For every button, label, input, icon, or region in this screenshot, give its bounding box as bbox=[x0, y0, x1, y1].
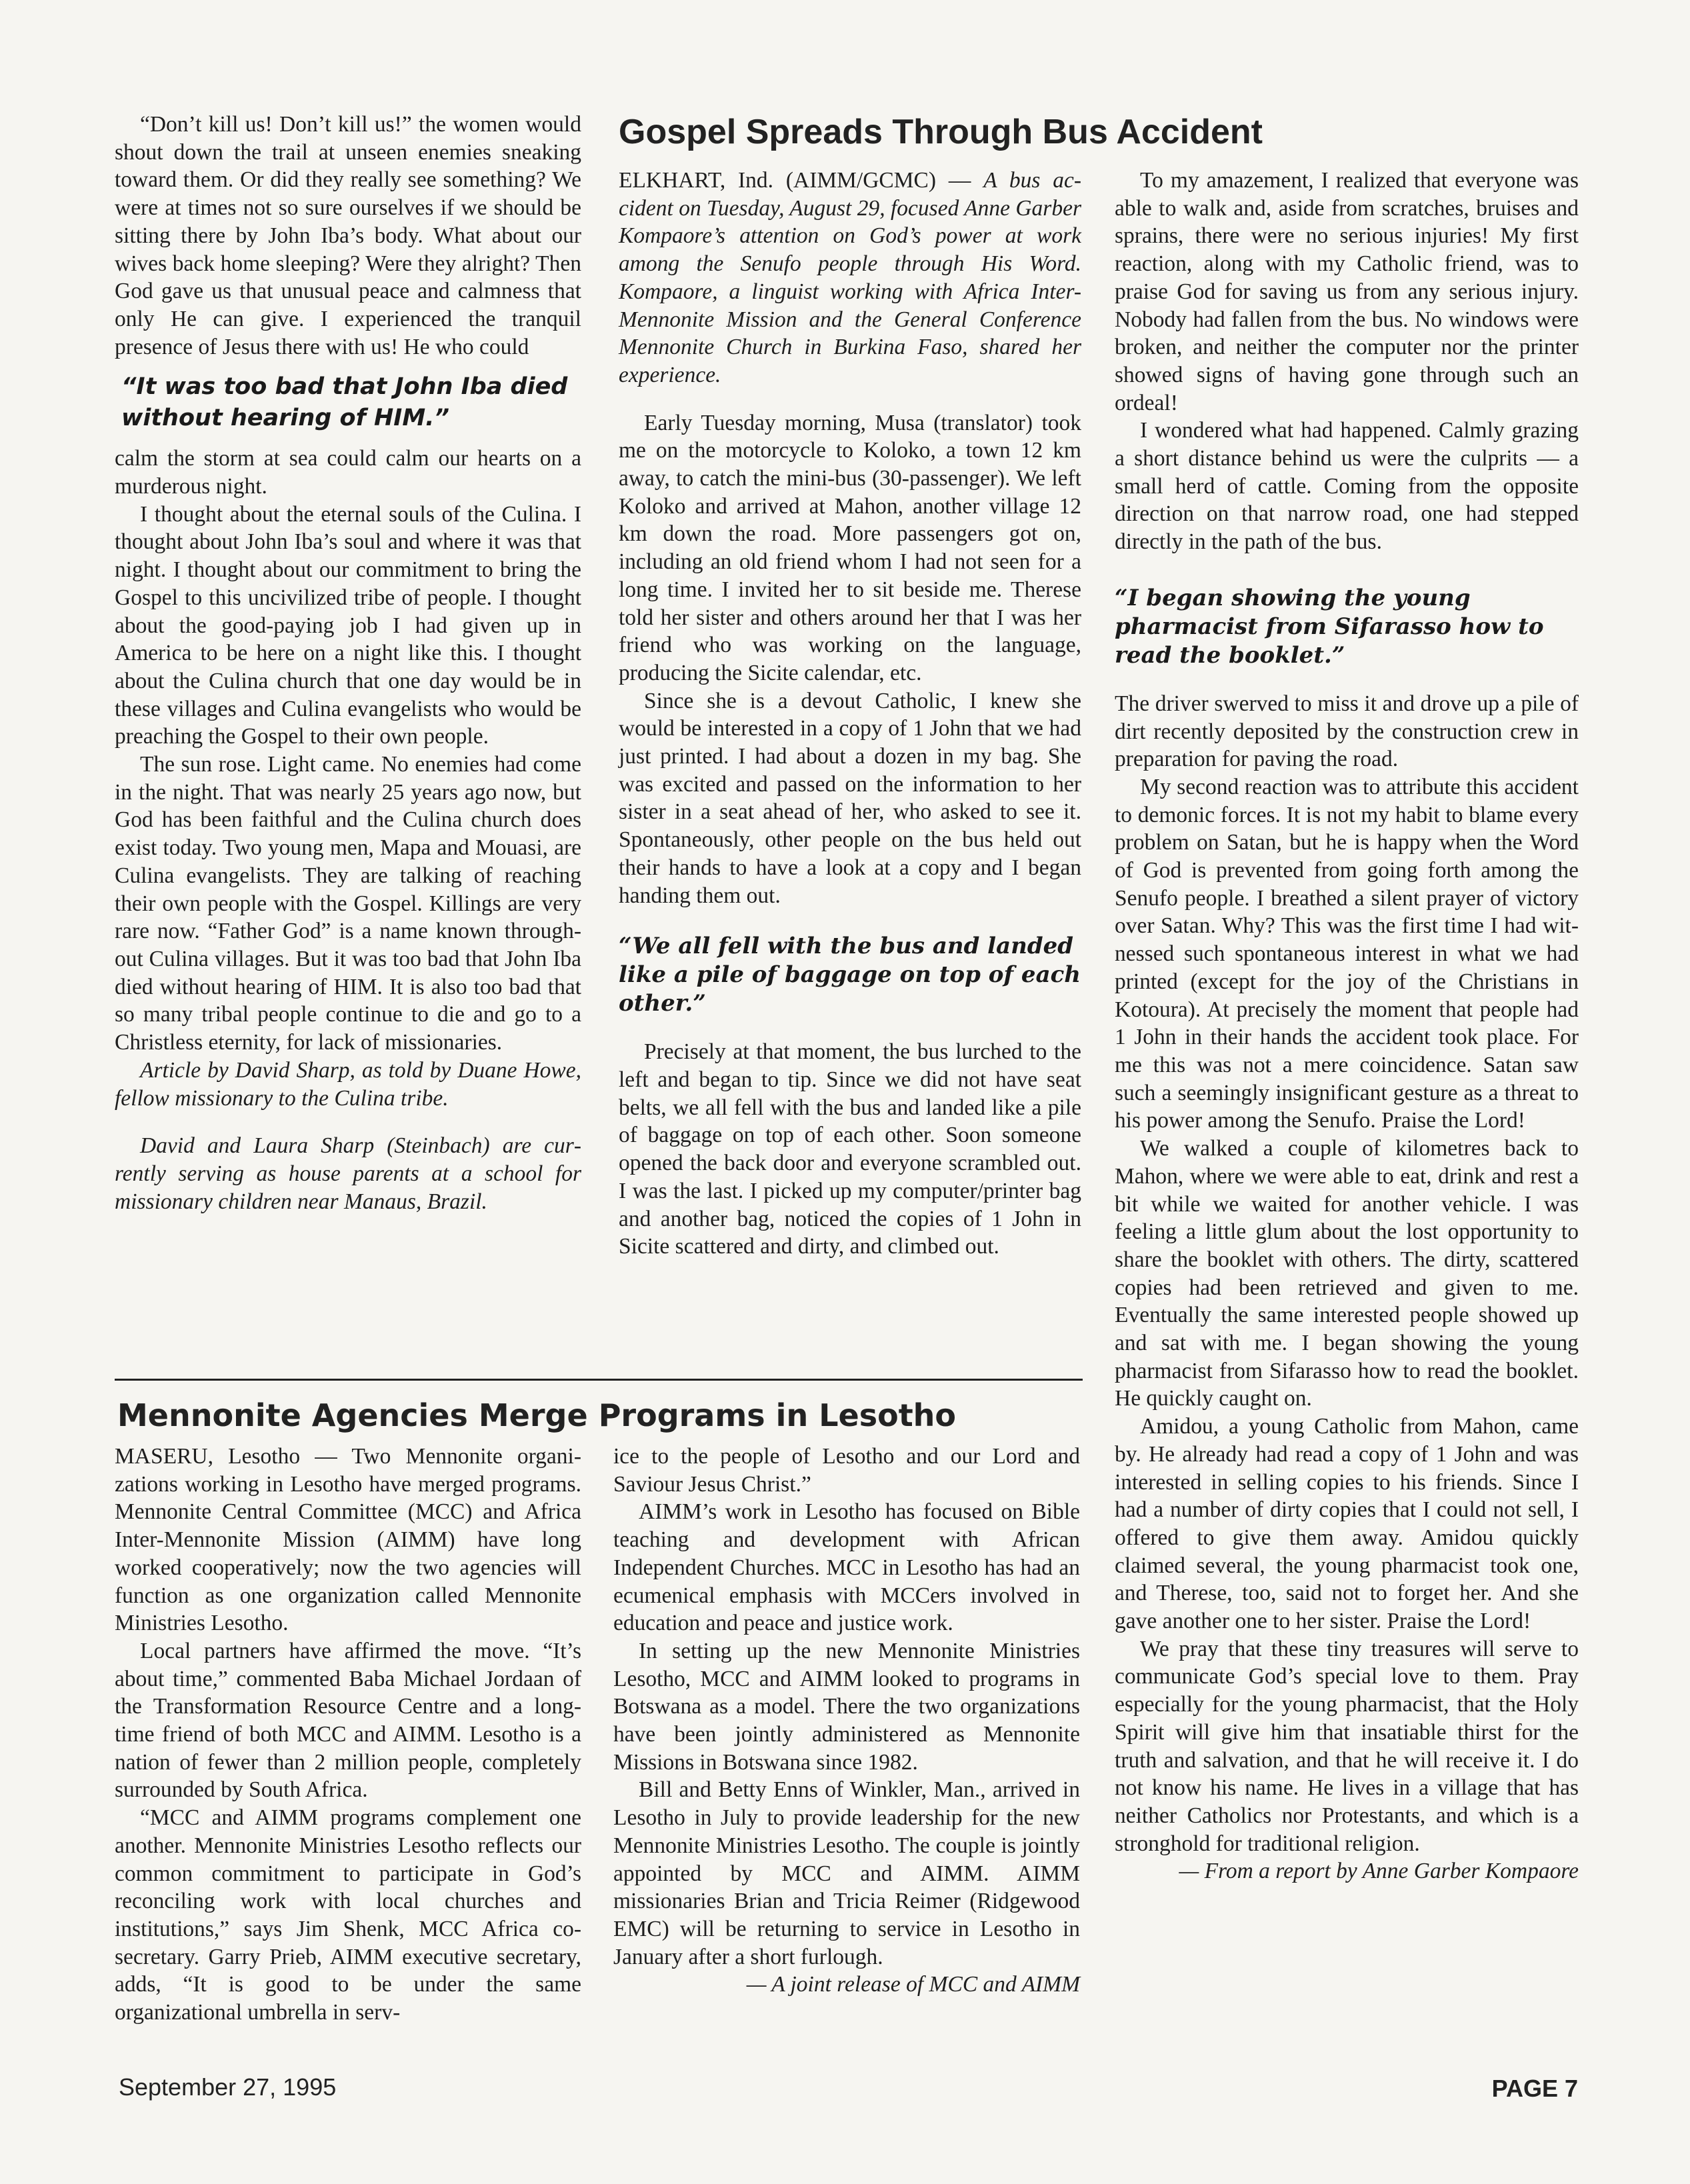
story1-paragraph: I thought about the eternal souls of the Culina. I thought about John Iba’s soul and where it was that night. I thought about our commitment to bring the Gospel to this uncivilized tribe of people. I thought about the good-paying job I had given up in America to be here on a night like this. I thought about the Culina church that one day would be in these villages and Culina evangelists who would be preaching the Gospel to their own people. bbox=[115, 501, 581, 749]
story1-byline: Article by David Sharp, as told by Duane Howe, fellow missionary to the Culina tribe. bbox=[115, 1057, 581, 1111]
page-number: PAGE 7 bbox=[1491, 2075, 1578, 2102]
story3-credit: — A joint release of MCC and AIMM bbox=[746, 1972, 1080, 1997]
story2-paragraph: To my amazement, I realized that everyone was able to walk and, aside from scratches, bruises and sprains, there were no serious injuries! My first reaction, along with my Catholic friend, was to praise God for saving us from any serious injury. Nobody had fallen from the bus. No windows were broken, and neither the computer nor the printer showed signs of having gone through such an ordeal! bbox=[1115, 168, 1579, 415]
story2-pull-quote-1: “We all fell with the bus and landed like a pile of baggage on top of each other.” bbox=[619, 933, 1081, 1017]
story1-paragraph: calm the storm at sea could calm our hearts on a murderous night. bbox=[115, 446, 581, 499]
story2-paragraph: The driver swerved to miss it and drove up a pile of dirt recently deposited by the construction crew in preparation for paving the road. bbox=[1115, 691, 1579, 772]
story3-paragraph: “MCC and AIMM programs complement one another. Mennonite Ministries Lesotho reflects our common commitment to participate in God’s reconciling work with local churches and institutions,” says Jim Shenk, MCC Africa co-secretary. Garry Prieb, AIMM executive secretary, adds, “It is good to be under the same organizational umbrella in serv- bbox=[115, 1805, 581, 2025]
story1-author-note: David and Laura Sharp (Steinbach) are currently serving as house parents at a school for missionary children near Manaus, Brazil. bbox=[115, 1133, 581, 1214]
story2-paragraph: I wondered what had happened. Calmly grazing a short distance behind us were the culprits — a small herd of cattle. Coming from the opposite direction on that narrow road, one had stepped directly in the path of the bus. bbox=[1115, 418, 1579, 555]
story2-headline: Gospel Spreads Through Bus Accident bbox=[619, 113, 1263, 151]
section-divider bbox=[115, 1379, 1083, 1381]
story3-paragraph: MASERU, Lesotho — Two Mennonite organizations working in Lesotho have merged programs. Mennonite Central Committee (MCC) and Africa Inter-Mennonite Mission (AIMM) have long worked cooperatively; now the two agencies will function as one organization called Mennonite Ministries Lesotho. bbox=[115, 1444, 581, 1636]
story2-paragraph: Precisely at that moment, the bus lurched to the left and began to tip. Since we did not have seat belts, we all fell with the bus and landed like a pile of baggage on top of each other. Soon someone opened the back door and everyone scrambled out. I was the last. I picked up my computer/printer bag and another bag, noticed the copies of 1 John in Sicite scattered and dirty, and climbed out. bbox=[619, 1039, 1081, 1259]
story3-headline: Mennonite Agencies Merge Programs in Lesotho bbox=[117, 1397, 957, 1433]
story1-paragraph: The sun rose. Light came. No enemies had come in the night. That was nearly 25 years ago now, but God has been faithful and the Culina church does exist today. Two young men, Mapa and Mouasi, are Culina evangelists. They are talking of reaching their own people with the Gospel. Killings are very rare now. “Father God” is a name known throughout Culina villages. But it was too bad that John Iba died without hearing of HIM. It is also too bad that so many tribal people continue to die and go to a Christless eternity, for lack of missionaries. bbox=[115, 752, 581, 1055]
story2-dateline: ELKHART, Ind. (AIMM/GCMC) — bbox=[619, 168, 984, 193]
story2-column-a bbox=[619, 167, 1081, 1261]
story3-paragraph: ice to the people of Lesotho and our Lord and Saviour Jesus Christ.” bbox=[613, 1444, 1080, 1497]
story2-paragraph: We walked a couple of kilometres back to Mahon, where we were able to eat, drink and rest a bit while we waited for another vehicle. I was feeling a little glum about the lost opportunity to share the booklet with others. The dirty, scattered copies had been retrieved and given to me. Eventually the same interested people showed up and sat with me. I began showing the young pharmacist from Sifarasso how to read the booklet. He quickly caught on. bbox=[1115, 1136, 1579, 1411]
story2-intro-text: A bus accident on Tuesday, August 29, focused Anne Garber Kompaore’s attention on God’s power at work among the Senufo people through His Word. Kompaore, a linguist working with Africa Inter-Mennonite Mission and the General Conference Mennonite Church in Burkina Faso, shared her experience. bbox=[619, 168, 1082, 387]
story2-credit: — From a report by Anne Garber Kompaore bbox=[1179, 1859, 1579, 1884]
story2-intro bbox=[619, 167, 1081, 389]
story2-paragraph: My second reaction was to attribute this accident to demonic forces. It is not my habit to blame every problem on Satan, but he is happy when the Word of God is prevented from going forth among the Senufo people. I breathed a silent prayer of victory over Satan. Why? This was the first time I had witnessed such spontaneous interest in what we had printed (except for the joy of the Christians in Kotoura). At precisely the moment that people had 1 John in their hands the accident took place. For me this was not a mere coincidence. Satan saw such a seemingly insignificant gesture as a threat to his power among the Senufo. Praise the Lord! bbox=[1115, 774, 1579, 1133]
story2-paragraph: Amidou, a young Catholic from Mahon, came by. He already had read a copy of 1 John and was interested in selling copies to his friends. Since I had a number of dirty copies that I could not sell, I offered to give them away. Amidou quickly claimed several, the young pharmacist took one, and Therese, too, said not to forget her. And she gave another one to her sister. Praise the Lord! bbox=[1115, 1414, 1579, 1634]
story2-paragraph: Early Tuesday morning, Musa (translator) took me on the motorcycle to Koloko, a town 12 km away, to catch the mini-bus (30-passenger). We left Koloko and arrived at Mahon, another village 12 km down the road. More passengers got on, including an old friend whom I had not seen for a long time. I invited her to sit beside me. Therese told her sister and others around her that I was her friend who was working on the language, producing the Sicite calendar, etc. bbox=[619, 410, 1081, 685]
story3-paragraph: Local partners have affirmed the move. “It’s about time,” commented Baba Michael Jordaan of the Transformation Resource Centre and a long-time friend of both MCC and AIMM. Lesotho is a nation of fewer than 2 million people, completely surrounded by South Africa. bbox=[115, 1638, 581, 1803]
story3-paragraph: In setting up the new Mennonite Ministries Lesotho, MCC and AIMM looked to programs in Botswana as a model. There the two organizations have been jointly administered as Mennonite Missions in Botswana since 1982. bbox=[613, 1638, 1080, 1775]
story3-column-a bbox=[115, 1443, 581, 2027]
story1-pull-quote: “It was too bad that John Iba died without hearing of HIM.” bbox=[121, 373, 568, 432]
story2-column-b bbox=[1115, 167, 1579, 1885]
story1-paragraph: “Don’t kill us! Don’t kill us!” the women would shout down the trail at unseen enemies sneaking toward them. Or did they really see something? We were at times not so sure ourselves if we should be sitting there by John Iba’s body. What about our wives back home sleeping? Were they alright? Then God gave us that unusual peace and calmness that only He can give. I experienced the tranquil presence of Jesus there with us! He who could bbox=[115, 112, 581, 359]
story3-paragraph: AIMM’s work in Lesotho has focused on Bible teaching and development with African Independent Churches. MCC in Lesotho has had an ecumenical emphasis with MCCers involved in education and peace and justice work. bbox=[613, 1499, 1080, 1636]
story2-paragraph: We pray that these tiny treasures will serve to communicate God’s special love to them. Pray especially for the young pharmacist, that the Holy Spirit will give him that insatiable thirst for the truth and salvation, and that he will receive it. I do not know his name. He lives in a village that has neither Catholics nor Protestants, and which is a stronghold for traditional religion. bbox=[1115, 1636, 1579, 1856]
story2-paragraph: Since she is a devout Catholic, I knew she would be interested in a copy of 1 John that we had just printed. I had about a dozen in my bag. She was excited and passed on the information to her sister in a seat ahead of her, who asked to see it. Spontaneously, other people on the bus held out their hands to have a look at a copy and I began handing them out. bbox=[619, 688, 1081, 908]
story3-column-b bbox=[613, 1443, 1080, 1999]
story3-paragraph: Bill and Betty Enns of Winkler, Man., arrived in Lesotho in July to provide leadership for the new Mennonite Ministries Lesotho. The couple is jointly appointed by MCC and AIMM. AIMM missionaries Brian and Tricia Reimer (Ridgewood EMC) will be returning to service in Lesotho in January after a short furlough. bbox=[613, 1777, 1080, 1969]
story2-pull-quote-2: “I began showing the young pharmacist from Sifarasso how to read the booklet.” bbox=[1115, 584, 1544, 669]
footer-date: September 27, 1995 bbox=[119, 2073, 337, 2101]
story1-column bbox=[115, 111, 581, 1215]
